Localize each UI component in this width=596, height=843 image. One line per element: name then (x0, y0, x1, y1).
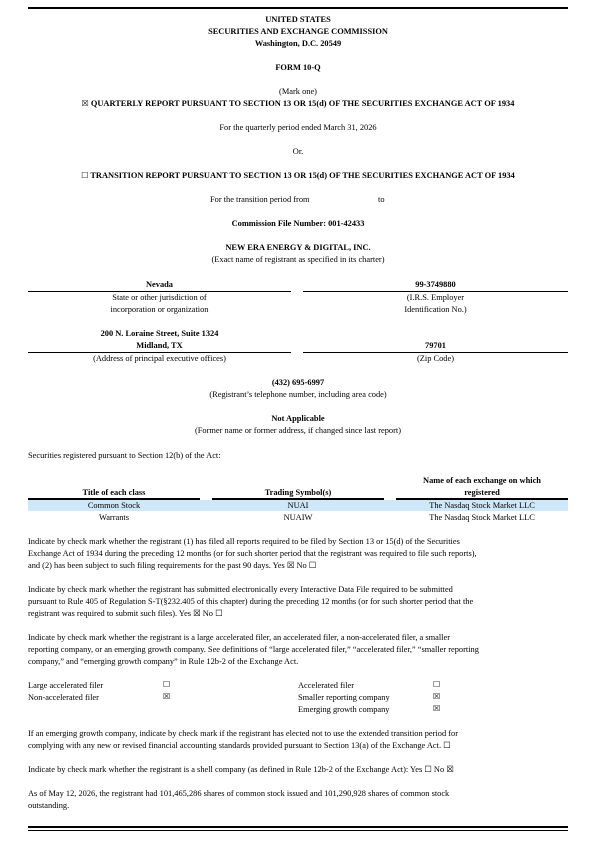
large-accelerated-filer-label: Large accelerated filer (28, 681, 104, 690)
commission-file-number: Commission File Number: 001-42433 (231, 219, 365, 228)
top-rule (28, 7, 568, 9)
row-symbol: NUAI (287, 501, 309, 510)
col-exchange-header-1: Name of each exchange on which (423, 476, 541, 485)
ein-rule (303, 291, 568, 292)
header-line-2: SECURITIES AND EXCHANGE COMMISSION (208, 27, 388, 36)
transition-checkbox: ☐ (81, 171, 89, 180)
row-symbol: NUAIW (283, 513, 313, 522)
interactive-data-line-3: registrant was required to submit such files). Yes ☒ No ☐ (28, 609, 223, 618)
address-line-2: Midland, TX (136, 341, 183, 350)
zip-code: 79701 (425, 341, 446, 350)
interactive-data-line-2: pursuant to Rule 405 of Regulation S-T(§232.405 of this chapter) during the preceding 12 months (or for such shorter period that the (28, 597, 474, 606)
telephone-caption: (Registrant’s telephone number, including area code) (209, 390, 387, 399)
filer-type-line-2: reporting company, or an emerging growth company. See definitions of “large accelerated filer,” “accelerated filer,” “smaller reporting (28, 645, 479, 654)
quarterly-period: For the quarterly period ended March 31, 2026 (219, 123, 377, 132)
bottom-rule-thin (28, 830, 568, 831)
accelerated-filer-checkbox: ☐ (433, 680, 441, 689)
telephone-number: (432) 695-6997 (271, 378, 325, 387)
zip-rule (303, 352, 568, 353)
reports-filed-line-2: Exchange Act of 1934 during the preceding 12 months (or for such shorter period that the registrant was required to file such reports), (28, 549, 477, 558)
form-title: FORM 10-Q (275, 63, 321, 72)
row-title: Warrants (98, 513, 130, 522)
col-exchange-header-2: registered (464, 488, 500, 497)
former-name: Not Applicable (271, 414, 325, 423)
quarterly-report-line (28, 99, 568, 110)
state-rule (28, 291, 291, 292)
header-line-1: UNITED STATES (265, 15, 331, 24)
non-accelerated-filer-label: Non-accelerated filer (28, 693, 99, 702)
registrant-name-caption: (Exact name of registrant as specified in its charter) (211, 255, 385, 264)
state-of-incorporation: Nevada (146, 280, 173, 289)
transition-period-to: to (378, 195, 385, 204)
mark-one: (Mark one) (279, 87, 317, 96)
securities-intro: Securities registered pursuant to Section 12(b) of the Act: (28, 451, 221, 460)
row-exchange: The Nasdaq Stock Market LLC (429, 501, 535, 510)
registrant-name: NEW ERA ENERGY & DIGITAL, INC. (225, 243, 371, 252)
irs-employer-id: 99-3749880 (415, 280, 456, 289)
ein-caption-1: (I.R.S. Employer (406, 293, 465, 302)
bottom-rule-thick (28, 826, 568, 828)
emerging-growth-company-label: Emerging growth company (298, 705, 390, 714)
col-symbol-header: Trading Symbol(s) (264, 488, 332, 497)
former-name-caption: (Former name or former address, if changed since last report) (194, 426, 402, 435)
col-title-header: Title of each class (82, 488, 146, 497)
address-line-1: 200 N. Loraine Street, Suite 1324 (100, 329, 219, 338)
or-separator: Or. (292, 147, 304, 156)
transition-period-from: For the transition period from (210, 195, 310, 204)
address-caption: (Address of principal executive offices) (93, 354, 226, 363)
row-title: Common Stock (87, 501, 141, 510)
quarterly-checkbox: ☒ (81, 99, 89, 108)
large-accelerated-filer-checkbox: ☐ (163, 680, 171, 689)
interactive-data-line-1: Indicate by check mark whether the registrant has submitted electronically every Interactive Data File required to be submitted (28, 585, 453, 594)
smaller-reporting-company-checkbox: ☒ (433, 692, 441, 701)
row-exchange: The Nasdaq Stock Market LLC (429, 513, 535, 522)
state-caption-2: incorporation or organization (110, 305, 209, 314)
smaller-reporting-company-label: Smaller reporting company (298, 693, 390, 702)
shell-company-line: Indicate by check mark whether the registrant is a shell company (as defined in Rule 12b-2 of the Exchange Act): Yes ☐ No ☒ (28, 765, 454, 774)
quarterly-report-text: QUARTERLY REPORT PURSUANT TO SECTION 13 OR 15(d) OF THE SECURITIES EXCHANGE ACT OF 1934 (90, 99, 515, 108)
state-caption-1: State or other jurisdiction of (112, 293, 207, 302)
filer-type-line-3: company,” and “emerging growth company” in Rule 12b-2 of the Exchange Act. (28, 657, 299, 666)
header-line-3: Washington, D.C. 20549 (254, 39, 342, 48)
non-accelerated-filer-checkbox: ☒ (163, 692, 171, 701)
reports-filed-line-3: and (2) has been subject to such filing requirements for the past 90 days. Yes ☒ No ☐ (28, 561, 317, 570)
transition-election-line-2: complying with any new or revised financial accounting standards provided pursuant to Section 13(a) of the Exchange Act. ☐ (28, 741, 451, 750)
shares-outstanding-line-2: outstanding. (28, 801, 70, 810)
ein-caption-2: Identification No.) (404, 305, 467, 314)
filer-type-line-1: Indicate by check mark whether the registrant is a large accelerated filer, an accelerated filer, a non-accelerated filer, a smaller (28, 633, 450, 642)
transition-report-line (28, 171, 568, 182)
reports-filed-line-1: Indicate by check mark whether the registrant (1) has filed all reports required to be filed by Section 13 or 15(d) of the Securities (28, 537, 460, 546)
transition-election-line-1: If an emerging growth company, indicate by check mark if the registrant has elected not to use the extended transition period for (28, 729, 459, 738)
accelerated-filer-label: Accelerated filer (298, 681, 355, 690)
emerging-growth-company-checkbox: ☒ (433, 704, 441, 713)
zip-caption: (Zip Code) (417, 354, 454, 363)
address-rule (28, 352, 291, 353)
transition-report-text: TRANSITION REPORT PURSUANT TO SECTION 13 OR 15(d) OF THE SECURITIES EXCHANGE ACT OF 1934 (90, 171, 515, 180)
shares-outstanding-line-1: As of May 12, 2026, the registrant had 101,465,286 shares of common stock issued and 101,290,928 shares of common stock (28, 789, 450, 798)
